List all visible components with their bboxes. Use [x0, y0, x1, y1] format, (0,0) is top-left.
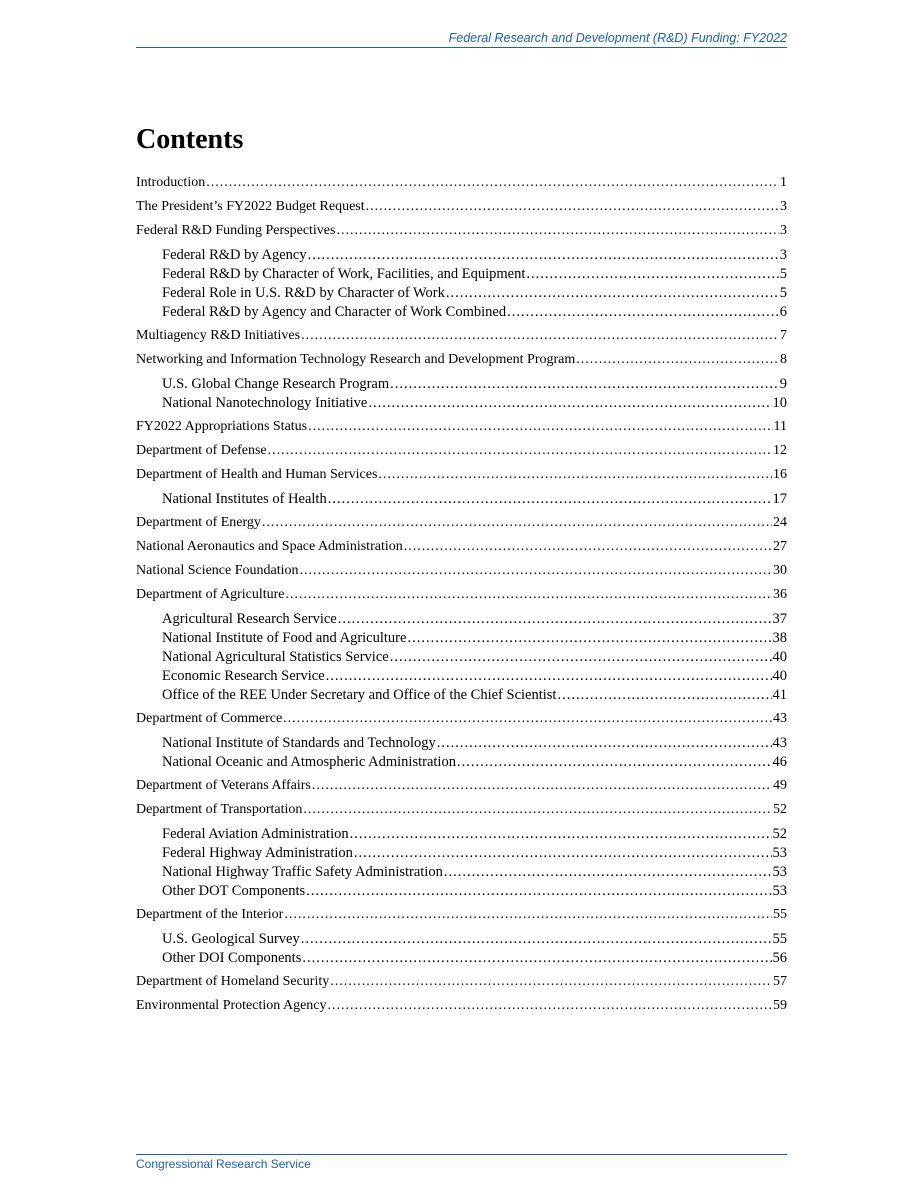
toc-entry[interactable]: [136, 198, 787, 216]
toc-subentry[interactable]: [136, 753, 787, 771]
toc-entry-title: Department of Energy: [136, 515, 261, 530]
toc-subentry-page: 5: [779, 266, 787, 282]
toc-subentry-title: Other DOI Components: [162, 950, 302, 966]
toc-entry[interactable]: [136, 418, 787, 436]
toc-entry[interactable]: [136, 327, 787, 345]
dot-leader: [407, 629, 771, 647]
dot-leader: [302, 949, 771, 967]
toc-subentry-page: 5: [779, 285, 787, 301]
table-of-contents: [136, 174, 787, 1015]
toc-subentry[interactable]: [136, 629, 787, 647]
toc-subentry[interactable]: [136, 825, 787, 843]
dot-leader: [330, 973, 772, 991]
toc-entry-page: 27: [773, 539, 787, 554]
toc-subentry-title: National Nanotechnology Initiative: [162, 395, 368, 411]
toc-entry-page: 1: [780, 175, 787, 190]
toc-entry-title: Federal R&D Funding Perspectives: [136, 223, 336, 238]
running-header: [136, 30, 787, 48]
toc-subentry-page: 53: [772, 883, 787, 899]
toc-subentry[interactable]: [136, 863, 787, 881]
dot-leader: [336, 222, 779, 240]
toc-entry[interactable]: [136, 906, 787, 924]
toc-entry-title: National Science Foundation: [136, 563, 299, 578]
dot-leader: [446, 284, 779, 302]
dot-leader: [306, 882, 771, 900]
dot-leader: [284, 906, 772, 924]
toc-entry-page: 36: [773, 587, 787, 602]
dot-leader: [390, 375, 779, 393]
toc-subentry-title: National Institute of Food and Agriculture: [162, 630, 407, 646]
toc-subentry-page: 10: [772, 395, 787, 411]
toc-subentry[interactable]: [136, 394, 787, 412]
toc-subentry[interactable]: [136, 648, 787, 666]
toc-subentry-title: National Institute of Standards and Technology: [162, 735, 436, 751]
toc-subentry[interactable]: [136, 610, 787, 628]
toc-subentry-page: 56: [772, 950, 787, 966]
toc-entry-title: Department of the Interior: [136, 907, 284, 922]
toc-entry-page: 16: [773, 467, 787, 482]
running-title: Federal Research and Development (R&D) Funding: FY2022: [448, 31, 787, 45]
dot-leader: [526, 265, 778, 283]
dot-leader: [378, 466, 772, 484]
dot-leader: [437, 734, 772, 752]
toc-subentry-title: Other DOT Components: [162, 883, 306, 899]
toc-entry-title: Multiagency R&D Initiatives: [136, 328, 301, 343]
toc-subentry[interactable]: [136, 375, 787, 393]
toc-subentry[interactable]: [136, 490, 787, 508]
toc-entry-page: 57: [773, 974, 787, 989]
dot-leader: [338, 610, 772, 628]
toc-entry-title: Department of Health and Human Services: [136, 467, 378, 482]
dot-leader: [308, 246, 779, 264]
toc-entry[interactable]: [136, 222, 787, 240]
toc-subentry-title: Federal Role in U.S. R&D by Character of Work: [162, 285, 445, 301]
toc-entry[interactable]: [136, 514, 787, 532]
toc-subentry[interactable]: [136, 930, 787, 948]
toc-entry-title: Networking and Information Technology Research and Development Program: [136, 352, 576, 367]
toc-entry[interactable]: [136, 538, 787, 556]
toc-subentry-page: 40: [772, 649, 787, 665]
dot-leader: [507, 303, 779, 321]
dot-leader: [368, 394, 771, 412]
dot-leader: [308, 418, 772, 436]
toc-entry[interactable]: [136, 562, 787, 580]
dot-leader: [366, 198, 779, 216]
dot-leader: [206, 174, 779, 192]
toc-entry-page: 24: [773, 515, 787, 530]
toc-subentry-title: Federal R&D by Character of Work, Facilities, and Equipment: [162, 266, 526, 282]
toc-entry-title: Department of Transportation: [136, 802, 303, 817]
toc-entry[interactable]: [136, 466, 787, 484]
dot-leader: [354, 844, 772, 862]
toc-subentry-title: Office of the REE Under Secretary and Office of the Chief Scientist: [162, 687, 557, 703]
toc-subentry-title: Federal R&D by Agency: [162, 247, 307, 263]
toc-entry-page: 43: [773, 711, 787, 726]
toc-entry-page: 11: [773, 419, 787, 434]
dot-leader: [350, 825, 772, 843]
toc-subentry-page: 46: [772, 754, 787, 770]
toc-entry-page: 7: [780, 328, 787, 343]
toc-subentry-page: 40: [772, 668, 787, 684]
dot-leader: [301, 930, 772, 948]
toc-subentry-title: Federal Aviation Administration: [162, 826, 349, 842]
toc-subentry-page: 55: [772, 931, 787, 947]
toc-subentry[interactable]: [136, 303, 787, 321]
toc-subentry[interactable]: [136, 882, 787, 900]
toc-subentry-page: 38: [772, 630, 787, 646]
toc-subentry-title: Federal Highway Administration: [162, 845, 353, 861]
toc-subentry[interactable]: [136, 667, 787, 685]
toc-subentry-page: 9: [779, 376, 787, 392]
toc-entry-page: 59: [773, 998, 787, 1013]
toc-entry[interactable]: [136, 973, 787, 991]
toc-entry[interactable]: [136, 997, 787, 1015]
toc-subentry-page: 53: [772, 845, 787, 861]
toc-subentry-page: 41: [772, 687, 787, 703]
toc-subentry-page: 3: [779, 247, 787, 263]
dot-leader: [301, 327, 779, 345]
toc-entry-title: FY2022 Appropriations Status: [136, 419, 308, 434]
toc-entry[interactable]: [136, 351, 787, 369]
footer-publisher: Congressional Research Service: [136, 1157, 311, 1171]
toc-entry-page: 52: [773, 802, 787, 817]
dot-leader: [328, 490, 772, 508]
toc-subentry-page: 43: [772, 735, 787, 751]
toc-subentry[interactable]: [136, 949, 787, 967]
dot-leader: [390, 648, 772, 666]
toc-subentry-title: U.S. Global Change Research Program: [162, 376, 390, 392]
dot-leader: [303, 801, 772, 819]
toc-subentry-page: 52: [772, 826, 787, 842]
toc-entry-title: Environmental Protection Agency: [136, 998, 327, 1013]
toc-entry[interactable]: [136, 442, 787, 460]
dot-leader: [326, 667, 772, 685]
toc-entry-title: Department of Defense: [136, 443, 267, 458]
toc-subentry[interactable]: [136, 265, 787, 283]
toc-subentry[interactable]: [136, 844, 787, 862]
dot-leader: [300, 562, 772, 580]
toc-entry-page: 3: [780, 199, 787, 214]
page-title: Contents: [136, 124, 244, 155]
toc-entry[interactable]: [136, 174, 787, 192]
toc-entry-title: Department of Commerce: [136, 711, 283, 726]
toc-subentry-page: 53: [772, 864, 787, 880]
toc-entry[interactable]: [136, 586, 787, 604]
dot-leader: [268, 442, 772, 460]
dot-leader: [457, 753, 772, 771]
toc-subentry-title: Federal R&D by Agency and Character of Work Combined: [162, 304, 507, 320]
toc-entry-page: 3: [780, 223, 787, 238]
toc-subentry[interactable]: [136, 284, 787, 302]
toc-subentry-page: 37: [772, 611, 787, 627]
toc-entry-page: 8: [780, 352, 787, 367]
toc-subentry-page: 17: [772, 491, 787, 507]
dot-leader: [312, 777, 772, 795]
toc-entry-title: Department of Agriculture: [136, 587, 285, 602]
toc-entry[interactable]: [136, 710, 787, 728]
toc-subentry-title: Economic Research Service: [162, 668, 325, 684]
toc-entry[interactable]: [136, 777, 787, 795]
dot-leader: [557, 686, 771, 704]
toc-subentry-title: National Agricultural Statistics Service: [162, 649, 389, 665]
toc-entry-title: National Aeronautics and Space Administration: [136, 539, 403, 554]
page-footer: [136, 1154, 787, 1171]
toc-entry-title: Introduction: [136, 175, 206, 190]
toc-subentry-title: Agricultural Research Service: [162, 611, 337, 627]
toc-subentry-title: National Institutes of Health: [162, 491, 327, 507]
toc-entry-page: 55: [773, 907, 787, 922]
toc-entry-page: 49: [773, 778, 787, 793]
dot-leader: [576, 351, 779, 369]
dot-leader: [444, 863, 772, 881]
toc-subentry[interactable]: [136, 686, 787, 704]
dot-leader: [404, 538, 772, 556]
toc-entry-title: The President’s FY2022 Budget Request: [136, 199, 365, 214]
toc-entry-page: 30: [773, 563, 787, 578]
dot-leader: [262, 514, 772, 532]
toc-entry-page: 12: [773, 443, 787, 458]
toc-subentry-title: U.S. Geological Survey: [162, 931, 300, 947]
toc-subentry-title: National Oceanic and Atmospheric Administration: [162, 754, 456, 770]
toc-subentry-page: 6: [779, 304, 787, 320]
dot-leader: [286, 586, 772, 604]
toc-subentry-title: National Highway Traffic Safety Administration: [162, 864, 443, 880]
toc-entry-title: Department of Veterans Affairs: [136, 778, 311, 793]
dot-leader: [283, 710, 772, 728]
toc-entry[interactable]: [136, 801, 787, 819]
toc-subentry[interactable]: [136, 734, 787, 752]
dot-leader: [328, 997, 772, 1015]
toc-entry-title: Department of Homeland Security: [136, 974, 330, 989]
toc-subentry[interactable]: [136, 246, 787, 264]
